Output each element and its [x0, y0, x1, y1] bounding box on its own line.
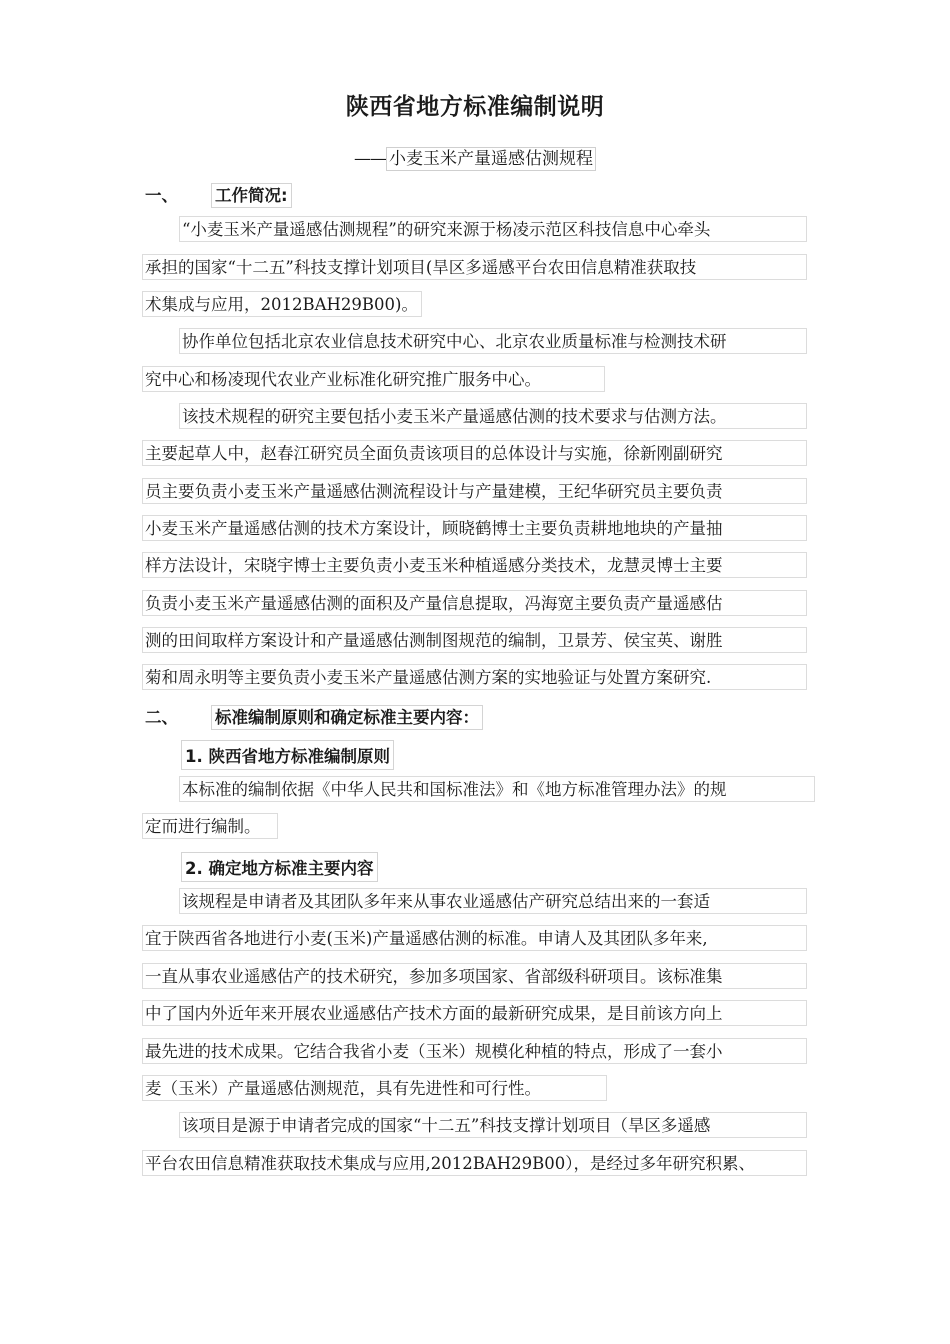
section-1-number: 一、 — [145, 186, 178, 205]
subtitle-dash: —— — [354, 149, 386, 169]
section-1-title: 工作简况: — [211, 183, 292, 208]
document-subtitle — [0, 144, 950, 169]
paragraph-line: 员主要负责小麦玉米产量遥感估测流程设计与产量建模，王纪华研究员主要负责 — [142, 478, 807, 504]
section-2-number: 二、 — [145, 708, 178, 727]
subsection-2-heading: 2. 确定地方标准主要内容 — [181, 852, 378, 882]
section-2-title: 标准编制原则和确定标准主要内容： — [211, 705, 483, 730]
paragraph-line: 该规程是申请者及其团队多年来从事农业遥感估产研究总结出来的一套适 — [179, 888, 807, 914]
section-1-heading — [145, 182, 292, 206]
paragraph-line: 协作单位包括北京农业信息技术研究中心、北京农业质量标准与检测技术研 — [179, 328, 807, 354]
paragraph-line: 小麦玉米产量遥感估测的技术方案设计，顾晓鹤博士主要负责耕地地块的产量抽 — [142, 515, 807, 541]
paragraph-line: 一直从事农业遥感估产的技术研究，参加多项国家、省部级科研项目。该标准集 — [142, 963, 807, 989]
paragraph-line: “小麦玉米产量遥感估测规程”的研究来源于杨凌示范区科技信息中心牵头 — [179, 216, 807, 242]
paragraph-line: 宜于陕西省各地进行小麦(玉米)产量遥感估测的标准。申请人及其团队多年来, — [142, 925, 807, 951]
paragraph-line: 中了国内外近年来开展农业遥感估产技术方面的最新研究成果，是目前该方向上 — [142, 1000, 807, 1026]
paragraph-line: 主要起草人中，赵春江研究员全面负责该项目的总体设计与实施，徐新刚副研究 — [142, 440, 807, 466]
paragraph-line: 麦（玉米）产量遥感估测规范，具有先进性和可行性。 — [142, 1075, 607, 1101]
subtitle-text: 小麦玉米产量遥感估测规程 — [386, 147, 596, 171]
paragraph-line: 最先进的技术成果。它结合我省小麦（玉米）规模化种植的特点，形成了一套小 — [142, 1038, 807, 1064]
paragraph-line: 定而进行编制。 — [142, 813, 278, 839]
paragraph-line: 本标准的编制依据《中华人民共和国标准法》和《地方标准管理办法》的规 — [179, 776, 815, 802]
paragraph-line: 该技术规程的研究主要包括小麦玉米产量遥感估测的技术要求与估测方法。 — [179, 403, 807, 429]
paragraph-line: 菊和周永明等主要负责小麦玉米产量遥感估测方案的实地验证与处置方案研究. — [142, 664, 807, 690]
paragraph-line: 究中心和杨凌现代农业产业标准化研究推广服务中心。 — [142, 366, 605, 392]
paragraph-line: 负责小麦玉米产量遥感估测的面积及产量信息提取，冯海宽主要负责产量遥感估 — [142, 590, 807, 616]
paragraph-line: 测的田间取样方案设计和产量遥感估测制图规范的编制，卫景芳、侯宝英、谢胜 — [142, 627, 807, 653]
paragraph-line: 该项目是源于申请者完成的国家“十二五”科技支撑计划项目（旱区多遥感 — [179, 1112, 807, 1138]
paragraph-line: 平台农田信息精准获取技术集成与应用,2012BAH29B00），是经过多年研究积累、 — [142, 1150, 807, 1176]
paragraph-line: 术集成与应用，2012BAH29B00)。 — [142, 291, 422, 317]
paragraph-line: 承担的国家“十二五”科技支撑计划项目(旱区多遥感平台农田信息精准获取技 — [142, 254, 807, 280]
paragraph-line: 样方法设计，宋晓宇博士主要负责小麦玉米种植遥感分类技术，龙慧灵博士主要 — [142, 552, 807, 578]
document-title: 陕西省地方标准编制说明 — [345, 94, 605, 120]
section-2-heading — [145, 704, 483, 728]
subsection-1-heading: 1. 陕西省地方标准编制原则 — [181, 740, 394, 770]
